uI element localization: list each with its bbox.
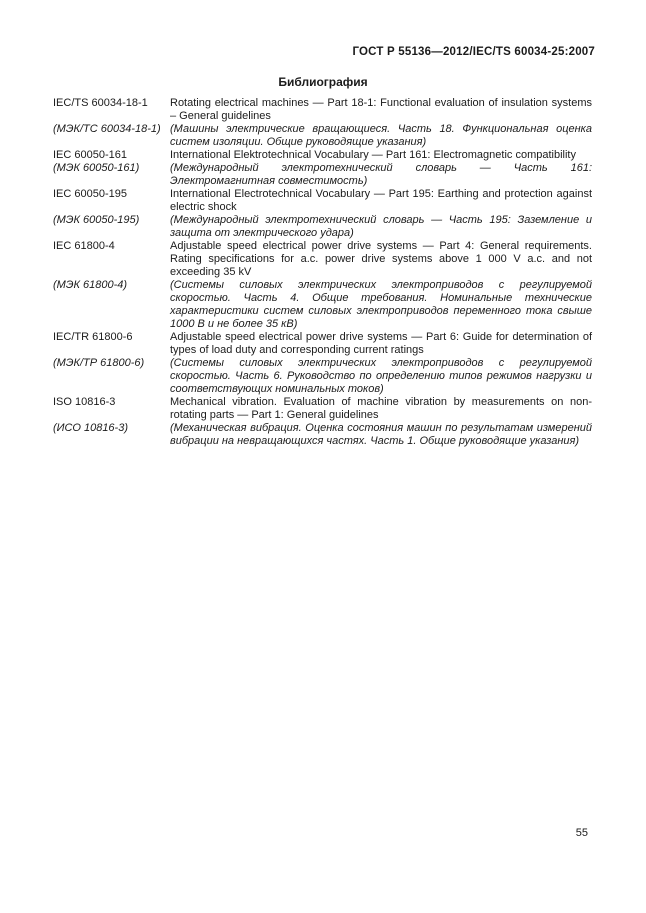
bibliography-row	[53, 162, 592, 188]
reference-code: IEC/TR 61800-6	[53, 331, 133, 343]
reference-description: Mechanical vibration. Evaluation of machine vibration by measurements on non-rotating parts — Part 1: General guidelines	[170, 396, 592, 421]
reference-code: IEC 60050-195	[53, 188, 127, 200]
reference-code: (МЭК 60050-161)	[53, 162, 140, 174]
reference-description: International Elektrotechnical Vocabulary — Part 161: Electromagnetic compatibility	[170, 149, 576, 161]
reference-code: (МЭК/ТС 60034-18-1)	[53, 123, 161, 135]
bibliography-row	[53, 188, 592, 214]
reference-code: ISO 10816-3	[53, 396, 116, 408]
reference-description: (Машины электрические вращающиеся. Часть 18. Функциональная оценка систем изоляции. Общие руководящие указания)	[170, 123, 592, 148]
reference-description: (Системы силовых электрических электроприводов с регулируемой скоростью. Часть 6. Руководство по определению типов режимов нагрузки и соответствующих номинальных токов)	[170, 357, 592, 395]
reference-description: (Международный электротехнический словарь — Часть 195: Заземление и защита от электрического удара)	[170, 214, 592, 239]
bibliography-row	[53, 422, 592, 448]
bibliography-row	[53, 214, 592, 240]
bibliography-row	[53, 149, 592, 162]
reference-description: International Electrotechnical Vocabulary — Part 195: Earthing and protection against electric shock	[170, 188, 592, 213]
bibliography-row	[53, 123, 592, 149]
reference-code: (МЭК 60050-195)	[53, 214, 140, 226]
reference-description: Adjustable speed electrical power drive systems — Part 6: Guide for determination of types of load duty and corresponding current ratings	[170, 331, 592, 356]
reference-description: Adjustable speed electrical power drive systems — Part 4: General requirements. Rating specifications for a.c. power drive systems above 1 000 V a.c. and not exceeding 35 kV	[170, 240, 592, 278]
reference-code: (МЭК 61800-4)	[53, 279, 128, 291]
section-title: Библиография	[278, 75, 368, 89]
reference-code: IEC 61800-4	[53, 240, 115, 252]
bibliography-row	[53, 240, 592, 279]
reference-code: IEC 60050-161	[53, 149, 127, 161]
reference-code: (МЭК/ТР 61800-6)	[53, 357, 145, 369]
document-code-header: ГОСТ Р 55136—2012/IEC/TS 60034-25:2007	[352, 46, 595, 58]
reference-description: (Системы силовых электрических электроприводов с регулируемой скоростью. Часть 4. Общие требования. Номинальные технические характеристики систем силовых электроприводов переменного тока свыше 1000 В и не более 35 кВ)	[170, 279, 592, 330]
bibliography-row	[53, 357, 592, 396]
reference-description: Rotating electrical machines — Part 18-1: Functional evaluation of insulation systems – General guidelines	[170, 97, 592, 122]
bibliography-row	[53, 279, 592, 331]
reference-code: (ИСО 10816-3)	[53, 422, 128, 434]
bibliography-list	[53, 97, 592, 448]
reference-description: (Международный электротехнический словарь — Часть 161: Электромагнитная совместимость)	[170, 162, 592, 187]
reference-code: IEC/TS 60034-18-1	[53, 97, 148, 109]
page-number: 55	[575, 827, 588, 839]
bibliography-row	[53, 331, 592, 357]
bibliography-row	[53, 97, 592, 123]
bibliography-row	[53, 396, 592, 422]
reference-description: (Механическая вибрация. Оценка состояния машин по результатам измерений вибрации на невращающихся частях. Часть 1. Общие руководящие указания)	[170, 422, 592, 447]
